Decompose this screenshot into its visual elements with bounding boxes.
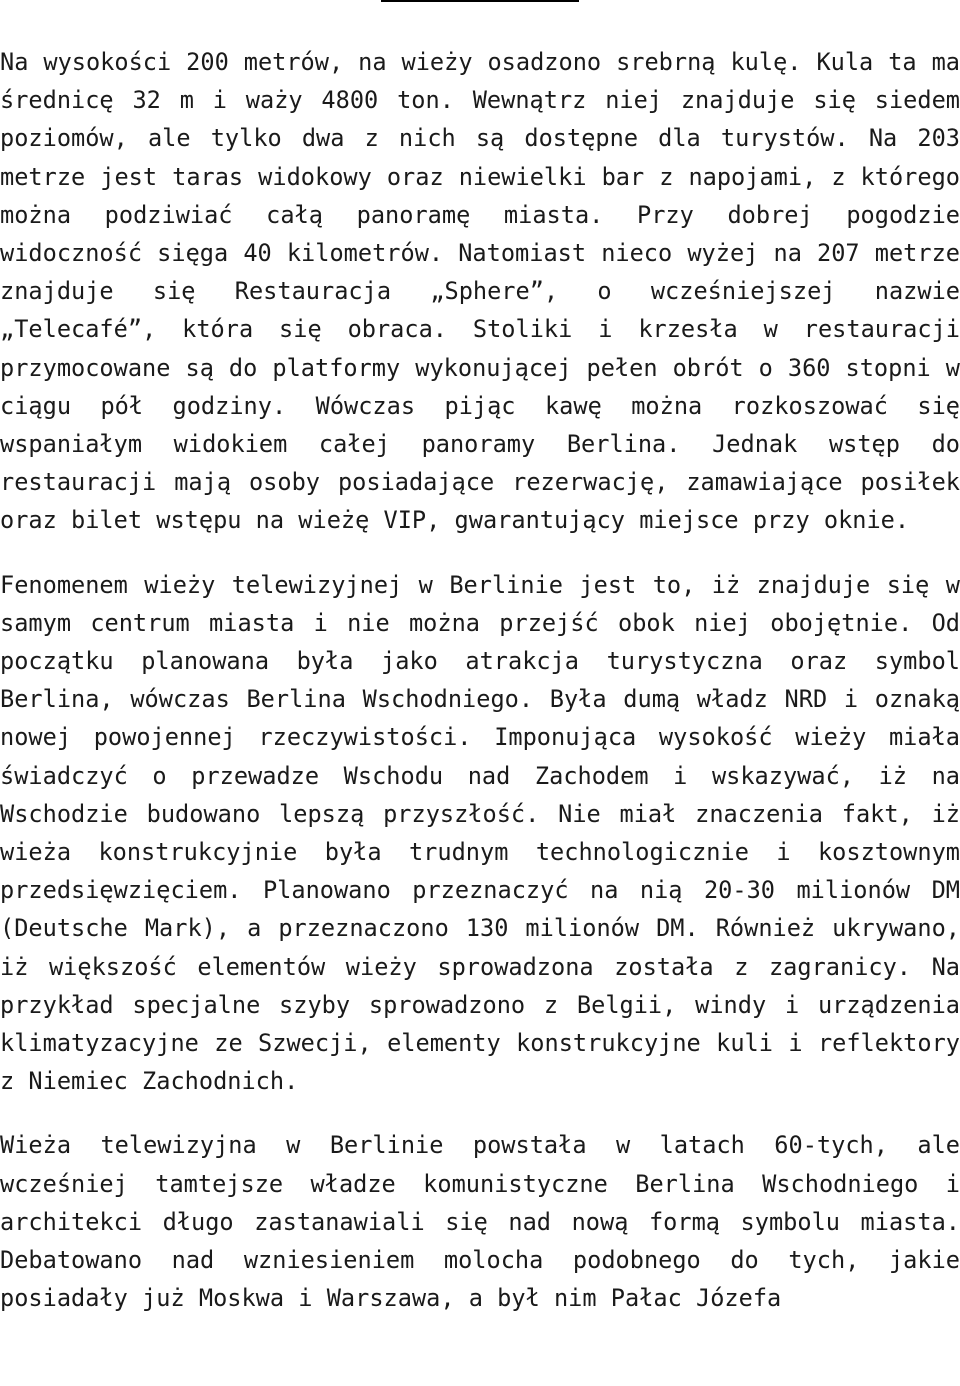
paragraph-tower-phenomenon: Fenomenem wieży telewizyjnej w Berlinie jest to, iż znajduje się w samym centrum miasta i nie można przejść obok niej obojętnie. Od początku planowana była jako atrakcja turystyczna oraz symbol Berlina, wówczas Berlina Wschodniego. Była dumą władz NRD i oznaką nowej powojennej rzeczywistości. Imponująca wysokość wieży miała świadczyć o przewadze Wschodu nad Zachodem i wskazywać, iż na Wschodzie budowano lepszą przyszłość. Nie miał znaczenia fakt, iż wieża konstrukcyjnie była trudnym technologicznie i kosztownym przedsięwzięciem. Planowano przeznaczyć na nią 20-30 milionów DM (Deutsche Mark), a przeznaczono 130 milionów DM. Również ukrywano, iż większość elementów wieży sprowadzona została z zagranicy. Na przykład specjalne szyby sprowadzono z Belgii, windy i urządzenia klimatyzacyjne ze Szwecji, elementy konstrukcyjne kuli i reflektory z Niemiec Zachodnich. <box>0 570 960 1096</box>
paragraph-sphere-restaurant: Na wysokości 200 metrów, na wieży osadzono srebrną kulę. Kula ta ma średnicę 32 m i waży 4800 ton. Wewnątrz niej znajduje się siedem poziomów, ale tylko dwa z nich są dostępne dla turystów. Na 203 metrze jest taras widokowy oraz niewielki bar z napojami, z którego można podziwiać całą panoramę miasta. Przy dobrej pogodzie widoczność sięga 40 kilometrów. Natomiast nieco wyżej na 207 metrze znajduje się Restauracja „Sphere”, o wcześniejszej nazwie „Telecafé”, która się obraca. Stoliki i krzesła w restauracji przymocowane są do platformy wykonującej pełen obrót o 360 stopni w ciągu pół godziny. Wówczas pijąc kawę można rozkoszować się wspaniałym widokiem całej panoramy Berlina. Jednak wstęp do restauracji mają osoby posiadające rezerwację, zamawiające posiłek oraz bilet wstępu na wieżę VIP, gwarantujący miejsce przy oknie. <box>0 48 960 535</box>
paragraph-tower-history: Wieża telewizyjna w Berlinie powstała w latach 60-tych, ale wcześniej tamtejsze władze komunistyczne Berlina Wschodniego i architekci długo zastanawiali się nad nową formą symbolu miasta. Debatowano nad wzniesieniem molocha podobnego do tych, jakie posiadały już Moskwa i Warszawa, a był nim Pałac Józefa <box>0 1131 960 1313</box>
document-body <box>0 43 960 1318</box>
top-divider-line <box>381 0 579 2</box>
